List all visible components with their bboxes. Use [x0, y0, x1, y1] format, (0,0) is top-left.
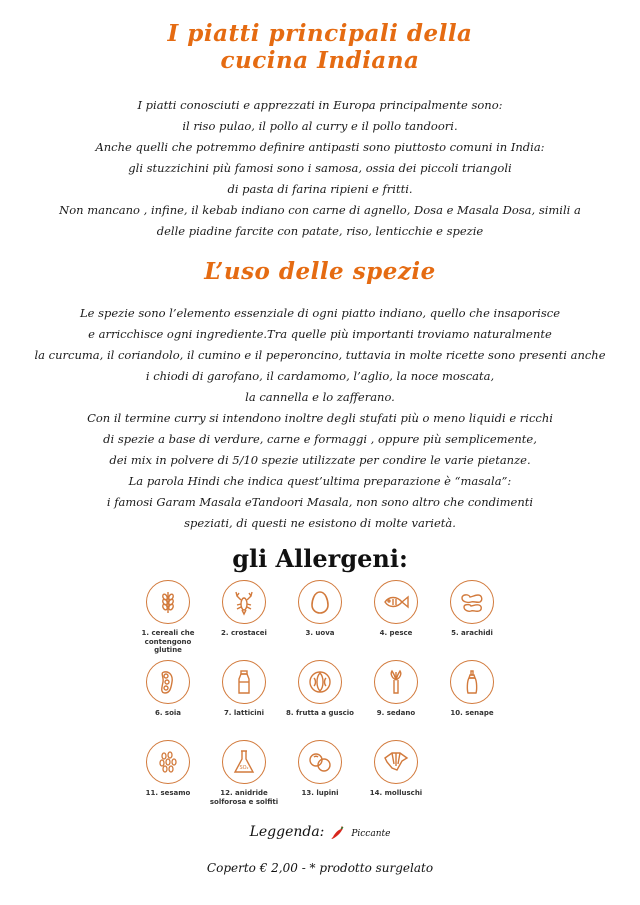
- sesame-icon: [146, 740, 190, 784]
- fish-icon: [374, 580, 418, 624]
- lobster-icon: [222, 580, 266, 624]
- allergen-item: [206, 580, 282, 638]
- spices-paragraph: [0, 303, 640, 534]
- allergen-item: [206, 740, 282, 806]
- paragraph-line: dei mix in polvere di 5/10 spezie utilizzate per condire le varie pietanze.: [109, 453, 531, 467]
- paragraph-line: la curcuma, il coriandolo, il cumino e il peperoncino, tuttavia in molte ricette sono presenti anche: [34, 348, 606, 362]
- allergen-item: [130, 580, 206, 655]
- wheat-icon: [146, 580, 190, 624]
- legend-pepper-text: Piccante: [351, 829, 391, 839]
- allergen-label: 2. crostacei: [221, 629, 267, 637]
- shell-icon: [374, 740, 418, 784]
- paragraph-line: i famosi Garam Masala eTandoori Masala, non sono altro che condimenti: [106, 495, 534, 509]
- allergen-label: 9. sedano: [376, 709, 416, 717]
- allergen-label: 3. uova: [305, 629, 335, 637]
- peanut-icon: [450, 580, 494, 624]
- allergen-item: [434, 660, 510, 718]
- spices-title: L’uso delle spezie: [204, 258, 436, 285]
- flask-so2-icon: [222, 740, 266, 784]
- milk-bottle-icon: [222, 660, 266, 704]
- allergen-item: [358, 740, 434, 798]
- egg-icon: [298, 580, 342, 624]
- allergen-item: [282, 740, 358, 798]
- allergen-label: 11. sesamo: [145, 789, 191, 797]
- paragraph-line: Con il termine curry si intendono inoltre degli stufati più o meno liquidi e ricchi: [87, 411, 553, 425]
- cover-charge-note: Coperto € 2,00 - * prodotto surgelato: [206, 861, 434, 875]
- allergen-label: 1. cereali che contengono glutine: [141, 629, 195, 654]
- allergen-label: 13. lupini: [301, 789, 339, 797]
- mustard-icon: [450, 660, 494, 704]
- allergen-label: 5. arachidi: [451, 629, 493, 637]
- allergens-grid: [130, 580, 510, 820]
- allergen-label: 4. pesce: [379, 629, 413, 637]
- so2-text: SO₂: [239, 765, 249, 771]
- main-dishes-title: [0, 20, 640, 74]
- paragraph-line: gli stuzzichini più famosi sono i samosa, ossia dei piccoli triangoli: [128, 161, 512, 175]
- legend-label: Leggenda:: [249, 824, 325, 840]
- main-dishes-title-line1: I piatti principali della: [167, 20, 473, 47]
- allergen-item: [206, 660, 282, 718]
- allergen-item: [130, 740, 206, 798]
- allergen-label: 7. latticini: [223, 709, 265, 717]
- paragraph-line: I piatti conosciuti e apprezzati in Europa principalmente sono:: [137, 98, 503, 112]
- allergen-label: 8. frutta a guscio: [286, 709, 354, 717]
- paragraph-line: Anche quelli che potremmo definire antipasti sono piuttosto comuni in India:: [95, 140, 545, 154]
- paragraph-line: il riso pulao, il pollo al curry e il pollo tandoori.: [182, 119, 458, 133]
- allergen-item: [282, 660, 358, 718]
- legend: [0, 824, 640, 840]
- paragraph-line: i chiodi di garofano, il cardamomo, l’aglio, la noce moscata,: [145, 369, 495, 383]
- allergen-label: 10. senape: [450, 709, 494, 717]
- allergen-item: [358, 580, 434, 638]
- allergen-item: [282, 580, 358, 638]
- paragraph-line: speziati, di questi ne esistono di molte varietà.: [184, 516, 456, 530]
- main-dishes-paragraph: [0, 95, 640, 242]
- chili-pepper-icon: [329, 824, 345, 840]
- allergen-item: [434, 580, 510, 638]
- paragraph-line: di pasta di farina ripieni e fritti.: [227, 182, 413, 196]
- soy-icon: [146, 660, 190, 704]
- allergen-label: 14. molluschi: [369, 789, 423, 797]
- allergen-item: [130, 660, 206, 718]
- paragraph-line: La parola Hindi che indica quest’ultima preparazione è “masala”:: [128, 474, 512, 488]
- paragraph-line: di spezie a base di verdure, carne e formaggi , oppure più semplicemente,: [103, 432, 537, 446]
- main-dishes-title-line2: cucina Indiana: [220, 47, 420, 74]
- paragraph-line: Le spezie sono l’elemento essenziale di ogni piatto indiano, quello che insaporisce: [80, 306, 560, 320]
- paragraph-line: e arricchisce ogni ingrediente.Tra quelle più importanti troviamo naturalmente: [88, 327, 552, 341]
- allergen-label: 6. soia: [154, 709, 182, 717]
- allergen-item: [358, 660, 434, 718]
- allergen-label: 12. anidride solforosa e solfiti: [209, 789, 279, 806]
- celery-icon: [374, 660, 418, 704]
- paragraph-line: la cannella e lo zafferano.: [245, 390, 395, 404]
- lupin-icon: [298, 740, 342, 784]
- allergens-title: gli Allergeni:: [232, 544, 408, 573]
- walnut-icon: [298, 660, 342, 704]
- paragraph-line: delle piadine farcite con patate, riso, lenticchie e spezie: [156, 224, 484, 238]
- paragraph-line: Non mancano , infine, il kebab indiano con carne di agnello, Dosa e Masala Dosa, simili a: [59, 203, 581, 217]
